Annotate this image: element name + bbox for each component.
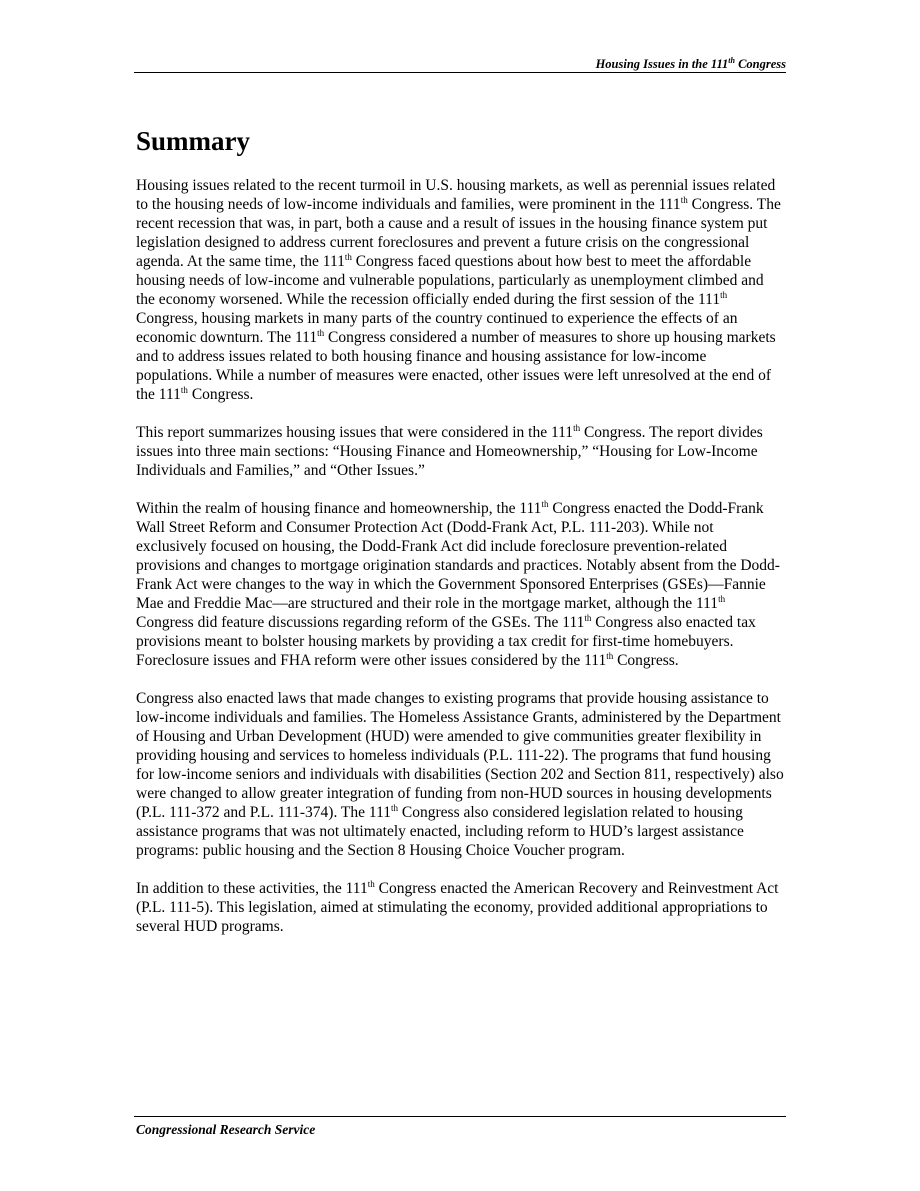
summary-body — [136, 176, 786, 955]
running-header — [134, 56, 786, 72]
paragraph-text: Congress. The report divides issues into three main sections: “Housing Finance and Homeownership,” “Housing for Low-Income Individuals and Families,” and “Other Issues.” — [136, 424, 763, 479]
ordinal-superscript: th — [344, 251, 352, 262]
footer-text: Congressional Research Service — [136, 1122, 316, 1137]
ordinal-superscript: th — [391, 802, 399, 813]
ordinal-superscript: th — [720, 289, 728, 300]
paragraph-text: Congress. The recent recession that was, in part, both a cause and a result of issues in the housing finance system put legislation designed to address current foreclosures and prevent a future crisis on the congressional agenda. At the same time, the 111 — [136, 196, 781, 270]
paragraph-text: Congress also enacted tax provisions meant to bolster housing markets by providing a tax credit for first-time homebuyers. Foreclosure issues and FHA reform were other issues considered by the 111 — [136, 614, 756, 669]
running-header-text: Housing Issues in the 111 — [595, 57, 729, 71]
paragraph-text: Congress. — [613, 652, 679, 669]
paragraph-text: In addition to these activities, the 111 — [136, 880, 368, 897]
paragraph-text: Congress enacted the American Recovery and Reinvestment Act (P.L. 111-5). This legislation, aimed at stimulating the economy, provided additional appropriations to several HUD programs. — [136, 880, 779, 935]
ordinal-superscript: th — [718, 593, 726, 604]
ordinal-superscript: th — [317, 327, 325, 338]
ordinal-superscript: th — [180, 384, 188, 395]
paragraph-text: Congress, housing markets in many parts of the country continued to experience the effects of an economic downturn. The 111 — [136, 310, 738, 346]
paragraph — [136, 879, 786, 936]
ordinal-superscript: th — [606, 650, 614, 661]
ordinal-superscript: th — [541, 498, 549, 509]
ordinal-superscript: th — [573, 422, 581, 433]
paragraph — [136, 499, 786, 670]
paragraph-text: Congress enacted the Dodd-Frank Wall Street Reform and Consumer Protection Act (Dodd-Frank Act, P.L. 111-203). While not exclusively focused on housing, the Dodd-Frank Act did include foreclosure prevention-related provisions and changes to mortgage origination standards and practices. Notably absent from the Dodd-Frank Act were changes to the way in which the Government Sponsored Enterprises (GSEs)—Fannie Mae and Freddie Mac—are structured and their role in the mortgage market, although the 111 — [136, 500, 780, 612]
paragraph-text: Congress also considered legislation related to housing assistance programs that was not ultimately enacted, including reform to HUD’s largest assistance programs: public housing and the Section 8 Housing Choice Voucher program. — [136, 804, 744, 859]
running-header-text-end: Congress — [734, 57, 786, 71]
ordinal-superscript: th — [367, 878, 375, 889]
paragraph-text: Housing issues related to the recent turmoil in U.S. housing markets, as well as perennial issues related to the housing needs of low-income individuals and families, were prominent in the 111 — [136, 177, 776, 213]
paragraph — [136, 176, 786, 404]
paragraph — [136, 689, 786, 860]
paragraph-text: Congress considered a number of measures to shore up housing markets and to address issues related to both housing finance and housing assistance for low-income populations. While a number of measures were enacted, other issues were left unresolved at the end of the 111 — [136, 329, 776, 403]
running-header-superscript: th — [728, 55, 735, 65]
page-title: Summary — [136, 126, 250, 156]
paragraph-text: Within the realm of housing finance and homeownership, the 111 — [136, 500, 542, 517]
footer-rule — [134, 1116, 786, 1117]
ordinal-superscript: th — [680, 194, 688, 205]
paragraph-text: Congress also enacted laws that made changes to existing programs that provide housing assistance to low-income individuals and families. The Homeless Assistance Grants, administered by the Department of Housing and Urban Development (HUD) were amended to give communities greater flexibility in providing housing and services to homeless individuals (P.L. 111-22). The programs that fund housing for low-income seniors and individuals with disabilities (Section 202 and Section 811, respectively) also were changed to allow greater integration of funding from non-HUD sources in housing developments (P.L. 111-372 and P.L. 111-374). The 111 — [136, 690, 784, 821]
paragraph-text: Congress did feature discussions regarding reform of the GSEs. The 111 — [136, 614, 585, 631]
paragraph-text: This report summarizes housing issues that were considered in the 111 — [136, 424, 574, 441]
header-rule — [134, 72, 786, 73]
paragraph-text: Congress. — [187, 386, 254, 403]
paragraph-text: Congress faced questions about how best to meet the affordable housing needs of low-income and vulnerable populations, particularly as unemployment climbed and the economy worsened. While the recession officially ended during the first session of the 111 — [136, 253, 764, 308]
paragraph — [136, 423, 786, 480]
ordinal-superscript: th — [584, 612, 592, 623]
